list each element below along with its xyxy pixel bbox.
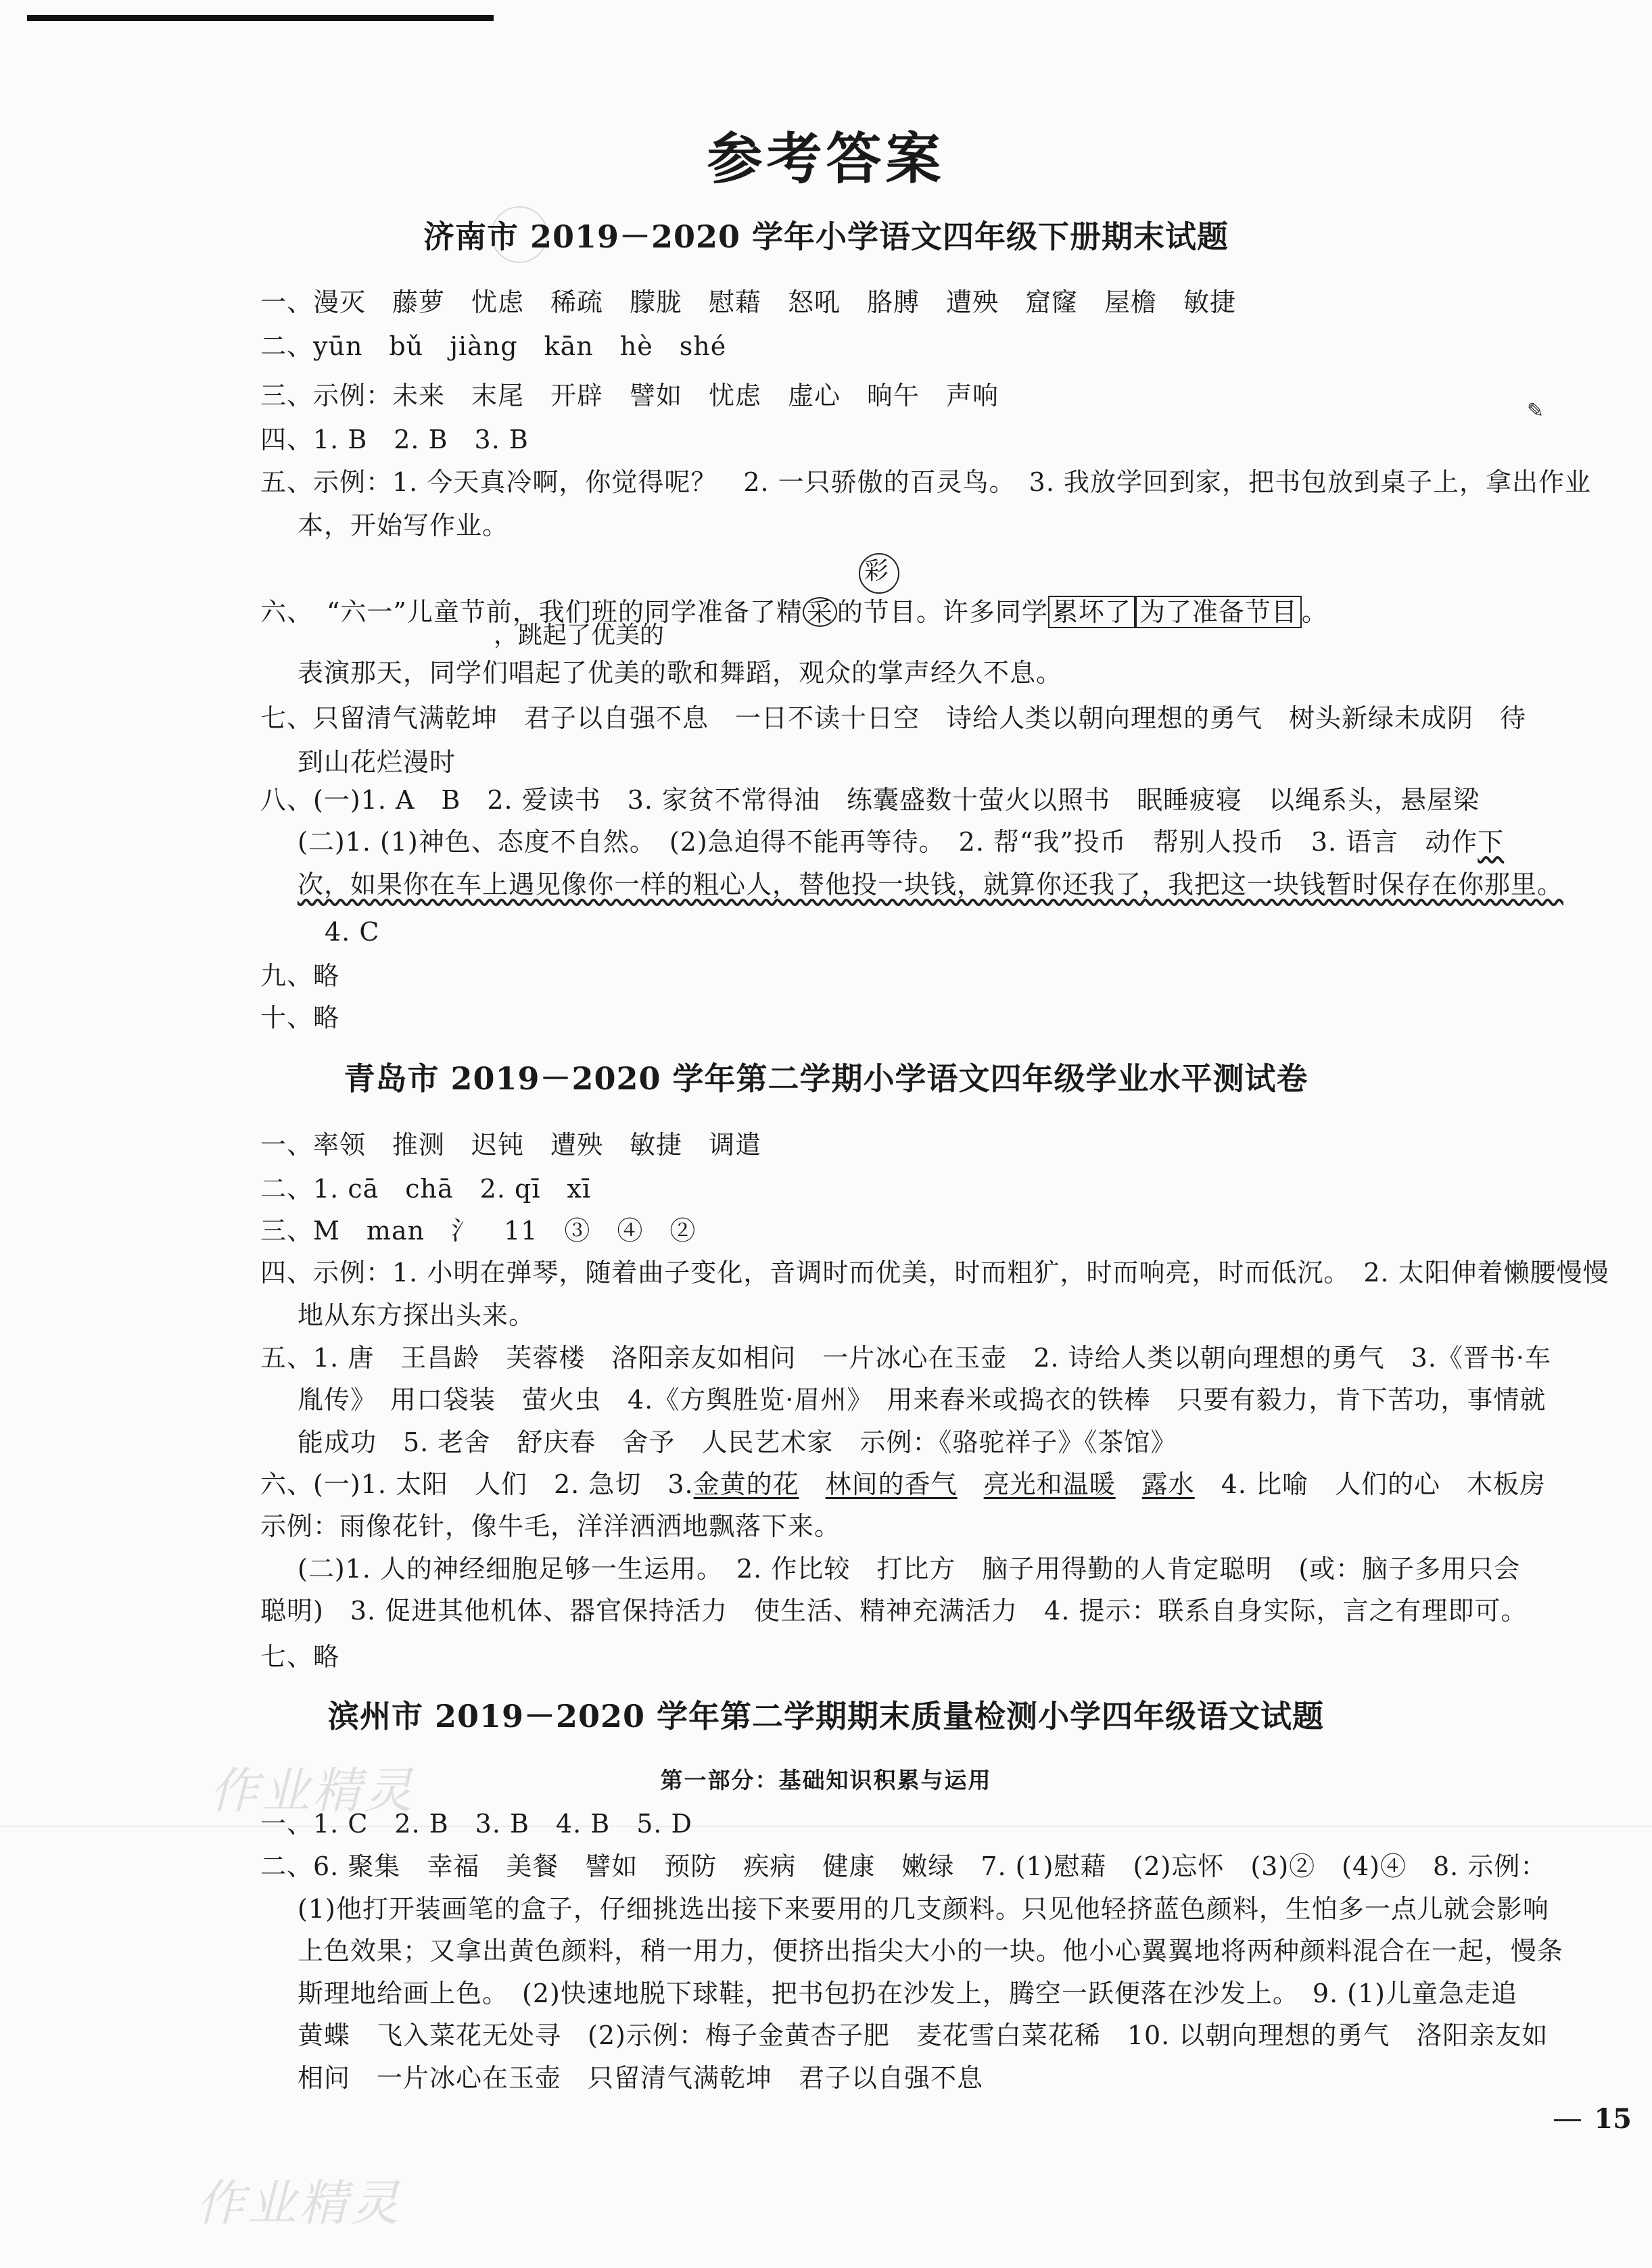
section-title-binzhou: 滨州市 2019－2020 学年第二学期期末质量检测小学四年级语文试题 xyxy=(327,1698,1325,1734)
answer-line: 能成功 5. 老舍 舒庆春 舍予 人民艺术家 示例：《骆驼祥子》《茶馆》 xyxy=(298,1427,1177,1457)
line-text: 的节目。许多同学 xyxy=(836,597,1048,627)
answer-line-wavy xyxy=(298,868,1563,901)
answer-line: 一、1. C 2. B 3. B 4. B 5. D xyxy=(260,1809,692,1839)
page-title: 参考答案 xyxy=(707,126,945,191)
answer-line: 4. C xyxy=(325,917,380,947)
answer-line: 四、1. B 2. B 3. B xyxy=(260,425,529,454)
section-title-qingdao: 青岛市 2019－2020 学年第二学期小学语文四年级学业水平测试卷 xyxy=(344,1060,1308,1097)
answer-line: 表演那天，同学们唱起了优美的歌和舞蹈，观众的掌声经久不息。 xyxy=(298,658,1063,688)
circled-char: 采 xyxy=(803,597,837,627)
answer-line: 三、M man 氵 11 ③ ④ ② xyxy=(260,1216,697,1246)
answer-line: 上色效果；又拿出黄色颜料，稍一用力，便挤出指尖大小的一块。他小心翼翼地将两种颜料混合在一起，慢条 xyxy=(298,1936,1564,1966)
underlined-text: 林间的香气 xyxy=(825,1469,958,1499)
line-text: 4. 比喻 人们的心 木板房 xyxy=(1221,1469,1547,1499)
answer-line-pinyin: 二、yūn bǔ jiàng kān hè shé xyxy=(260,331,727,361)
answer-line: 二、1. cā chā 2. qī xī xyxy=(260,1174,592,1204)
answer-line xyxy=(298,825,1504,859)
answer-line: 四、示例：1. 小明在弹琴，随着曲子变化，音调时而优美，时而粗犷，时而响亮，时而低沉。 2. 太阳伸着懒腰慢慢 xyxy=(260,1258,1609,1287)
page-number: 15 xyxy=(1594,2103,1632,2135)
answer-line: (二)1. 人的神经细胞足够一生运用。 2. 作比较 打比方 脑子用得勤的人肯定聪明 (或：脑子多用只会 xyxy=(298,1554,1521,1584)
answer-line: 相问 一片冰心在玉壶 只留清气满乾坤 君子以自强不息 xyxy=(298,2063,984,2093)
insertion-annotation: ，跳起了优美的 xyxy=(494,621,665,649)
line-text: (二)1. (1)神色、态度不自然。 (2)急迫得不能再等待。 2. 帮“我”投币 帮别人投币 3. 语言 动作 xyxy=(298,827,1478,857)
answer-line: 聪明) 3. 促进其他机体、器官保持活力 使生活、精神充满活力 4. 提示：联系自身实际，言之有理即可。 xyxy=(260,1596,1528,1626)
watermark-logo: 作业精灵 xyxy=(196,2175,402,2231)
answer-line: 斯理地给画上色。 (2)快速地脱下球鞋，把书包扔在沙发上，腾空一跃便落在沙发上。 9. (1)儿童急走追 xyxy=(298,1979,1517,2008)
line-text: 六、(一)1. 太阳 人们 2. 急切 3. xyxy=(260,1469,694,1499)
correction-annotation: 彩 xyxy=(864,557,889,585)
answer-line: 本，开始写作业。 xyxy=(298,511,509,540)
answer-line: 一、率领 推测 迟钝 遭殃 敏捷 调遣 xyxy=(260,1130,762,1160)
answer-line xyxy=(260,1467,1546,1501)
answer-line-proofread xyxy=(260,595,1328,629)
answer-line: 到山花烂漫时 xyxy=(298,747,456,777)
answer-line: 胤传》 用口袋装 萤火虫 4.《方舆胜览·眉州》 用来舂米或捣衣的铁棒 只要有毅力，肯下苦功，事情就 xyxy=(298,1385,1547,1415)
answer-line: 地从东方探出头来。 xyxy=(298,1300,536,1330)
answer-line: 七、只留清气满乾坤 君子以自强不息 一日不读十日空 诗给人类以朝向理想的勇气 树头新绿未成阴 待 xyxy=(260,703,1527,733)
boxed-word: 为了准备节目 xyxy=(1135,596,1302,628)
line-text: 。 xyxy=(1301,597,1328,627)
answer-line: (1)他打开装画笔的盒子，仔细挑选出接下来要用的几支颜料。只见他轻挤蓝色颜料，生怕多一点儿就会影响 xyxy=(298,1894,1549,1924)
answer-line: 五、示例：1. 今天真冷啊，你觉得呢？ 2. 一只骄傲的百灵鸟。 3. 我放学回到家，把书包放到桌子上，拿出作业 xyxy=(260,467,1592,497)
answer-line: 二、6. 聚集 幸福 美餐 譬如 预防 疾病 健康 嫩绿 7. (1)慰藉 (2)忘怀 (3)② (4)④ 8. 示例： xyxy=(260,1851,1547,1881)
watermark-logo: 作业精灵 xyxy=(210,1762,416,1819)
boxed-word: 累坏了 xyxy=(1048,596,1135,628)
line-text: 六、 “六一”儿童节前，我们班的同学准备了精 xyxy=(260,597,803,627)
answer-line: 七、略 xyxy=(260,1642,340,1672)
pencil-mark-icon: ✎ xyxy=(1526,399,1544,423)
answer-line: 九、略 xyxy=(260,961,340,991)
underlined-text: 下 xyxy=(1478,827,1505,857)
answer-line: 示例：雨像花针，像牛毛，洋洋洒洒地飘落下来。 xyxy=(260,1511,841,1541)
answer-line: 一、漫灭 藤萝 忧虑 稀疏 朦胧 慰藉 怒吼 胳膊 遭殃 窟窿 屋檐 敏捷 xyxy=(260,287,1237,317)
answer-line: 十、略 xyxy=(260,1003,340,1033)
answer-line: 五、1. 唐 王昌龄 芙蓉楼 洛阳亲友如相问 一片冰心在玉壶 2. 诗给人类以朝向理想的勇气 3.《晋书·车 xyxy=(260,1343,1552,1373)
page-number-dash xyxy=(1554,2119,1581,2121)
answer-line: 八、(一)1. A B 2. 爱读书 3. 家贫不常得油 练囊盛数十萤火以照书 眠睡疲寝 以绳系头，悬屋梁 xyxy=(260,785,1480,815)
underlined-text: 次，如果你在车上遇见像你一样的粗心人，替他投一块钱，就算你还我了，我把这一块钱暂时保存在你那里。 xyxy=(298,870,1564,899)
answer-line: 黄蝶 飞入菜花无处寻 (2)示例：梅子金黄杏子肥 麦花雪白菜花稀 10. 以朝向理想的勇气 洛阳亲友如 xyxy=(298,2021,1549,2050)
section-subtitle: 第一部分：基础知识积累与运用 xyxy=(660,1767,992,1793)
top-border-bar xyxy=(27,15,494,21)
underlined-text: 露水 xyxy=(1141,1469,1195,1499)
underlined-text: 亮光和温暖 xyxy=(983,1469,1116,1499)
section-title-jinan: 济南市 2019－2020 学年小学语文四年级下册期末试题 xyxy=(423,218,1229,255)
answer-line: 三、示例：未来 末尾 开辟 譬如 忧虑 虚心 晌午 声响 xyxy=(260,381,999,410)
underlined-text: 金黄的花 xyxy=(693,1469,799,1499)
